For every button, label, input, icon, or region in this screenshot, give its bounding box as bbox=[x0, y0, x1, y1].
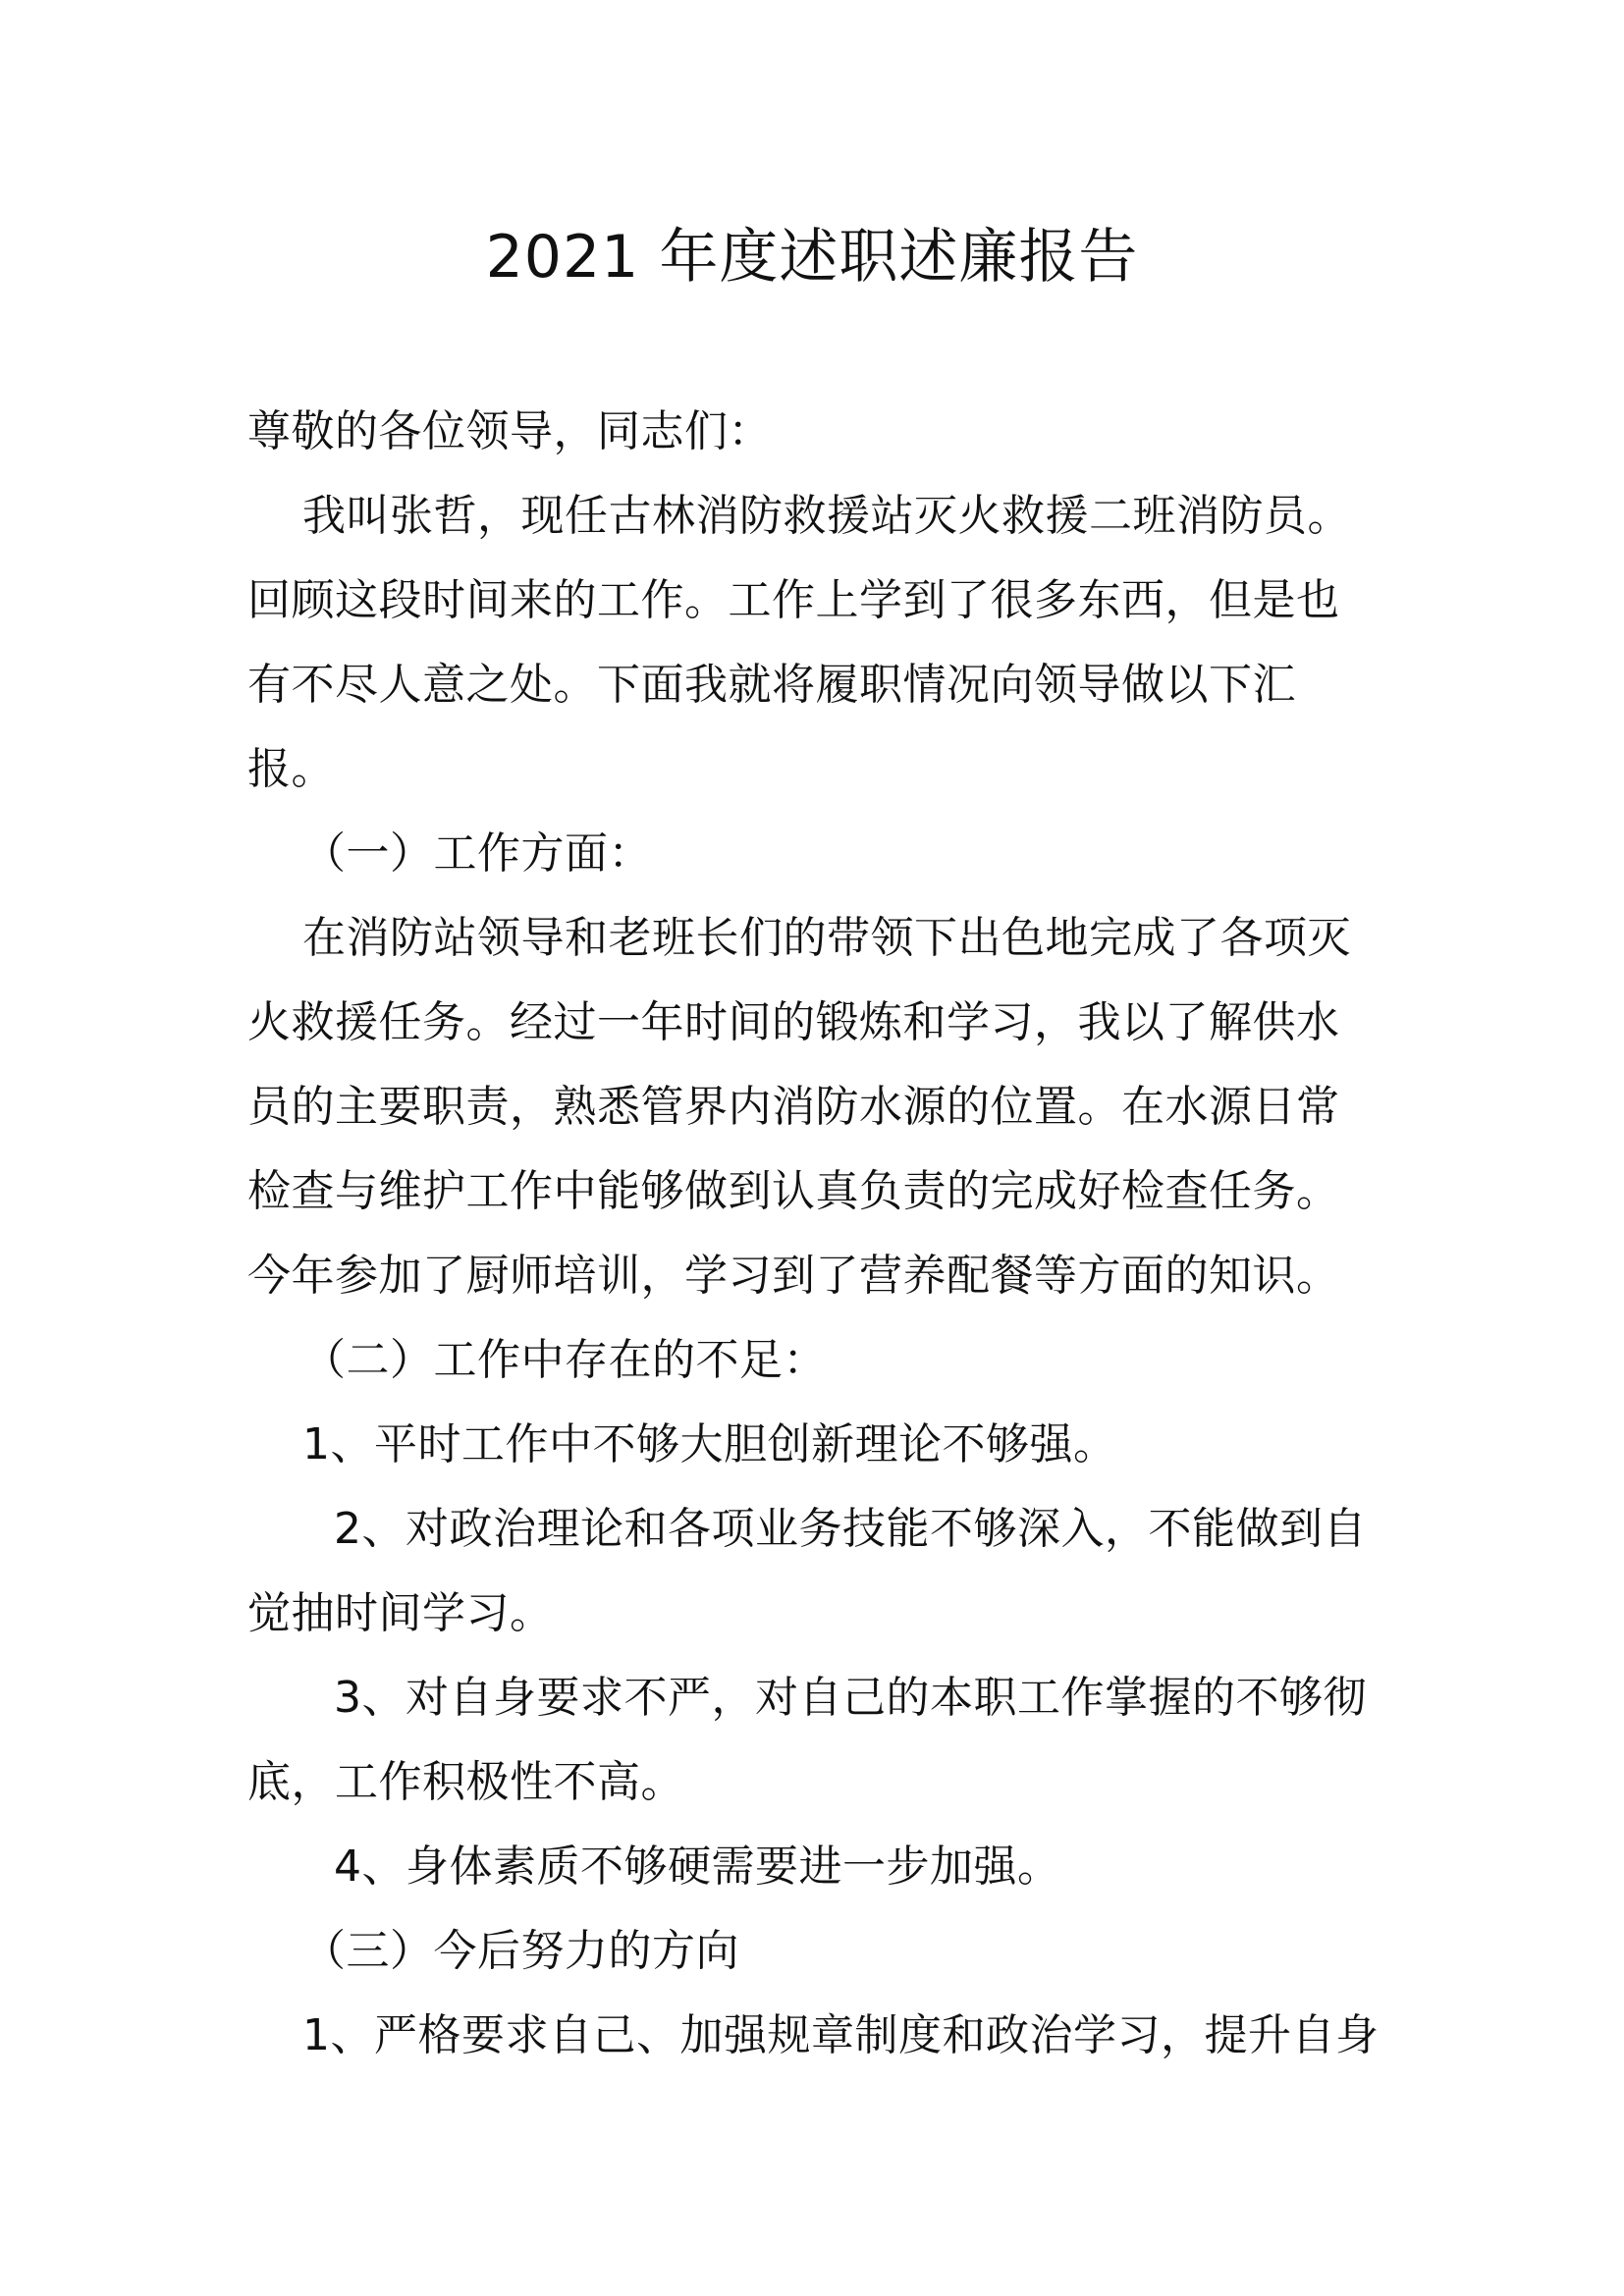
list-item: 4、身体素质不够硬需要进一步加强。 bbox=[334, 1842, 1061, 1892]
paragraph-line: 报。 bbox=[247, 744, 335, 794]
paragraph-line: 我叫张哲，现任古林消防救援站灭火救援二班消防员。 bbox=[302, 491, 1351, 541]
paragraph-line: 火救援任务。经过一年时间的锻炼和学习，我以了解供水 bbox=[247, 997, 1340, 1047]
paragraph-line: 员的主要职责，熟悉管界内消防水源的位置。在水源日常 bbox=[247, 1082, 1340, 1132]
list-item: 2、对政治理论和各项业务技能不够深入，不能做到自 bbox=[334, 1504, 1367, 1554]
salutation-line: 尊敬的各位领导，同志们： bbox=[247, 406, 772, 456]
list-item-continuation: 底，工作积极性不高。 bbox=[247, 1757, 684, 1807]
section-heading: （二）工作中存在的不足： bbox=[302, 1335, 827, 1385]
paragraph-line: 在消防站领导和老班长们的带领下出色地完成了各项灭 bbox=[302, 913, 1351, 963]
list-item: 1、严格要求自己、加强规章制度和政治学习，提升自身 bbox=[302, 2010, 1380, 2060]
list-item: 3、对自身要求不严，对自己的本职工作掌握的不够彻 bbox=[334, 1673, 1367, 1723]
list-item: 1、平时工作中不够大胆创新理论不够强。 bbox=[302, 1419, 1117, 1469]
section-heading: （三）今后努力的方向 bbox=[302, 1926, 739, 1976]
paragraph-line: 检查与维护工作中能够做到认真负责的完成好检查任务。 bbox=[247, 1166, 1340, 1216]
list-item-continuation: 觉抽时间学习。 bbox=[247, 1588, 554, 1638]
document-title: 2021 年度述职述廉报告 bbox=[485, 223, 1139, 292]
paragraph-line: 回顾这段时间来的工作。工作上学到了很多东西，但是也 bbox=[247, 575, 1340, 625]
paragraph-line: 今年参加了厨师培训，学习到了营养配餐等方面的知识。 bbox=[247, 1251, 1340, 1301]
paragraph-line: 有不尽人意之处。下面我就将履职情况向领导做以下汇 bbox=[247, 660, 1296, 710]
section-heading: （一）工作方面： bbox=[302, 828, 652, 879]
